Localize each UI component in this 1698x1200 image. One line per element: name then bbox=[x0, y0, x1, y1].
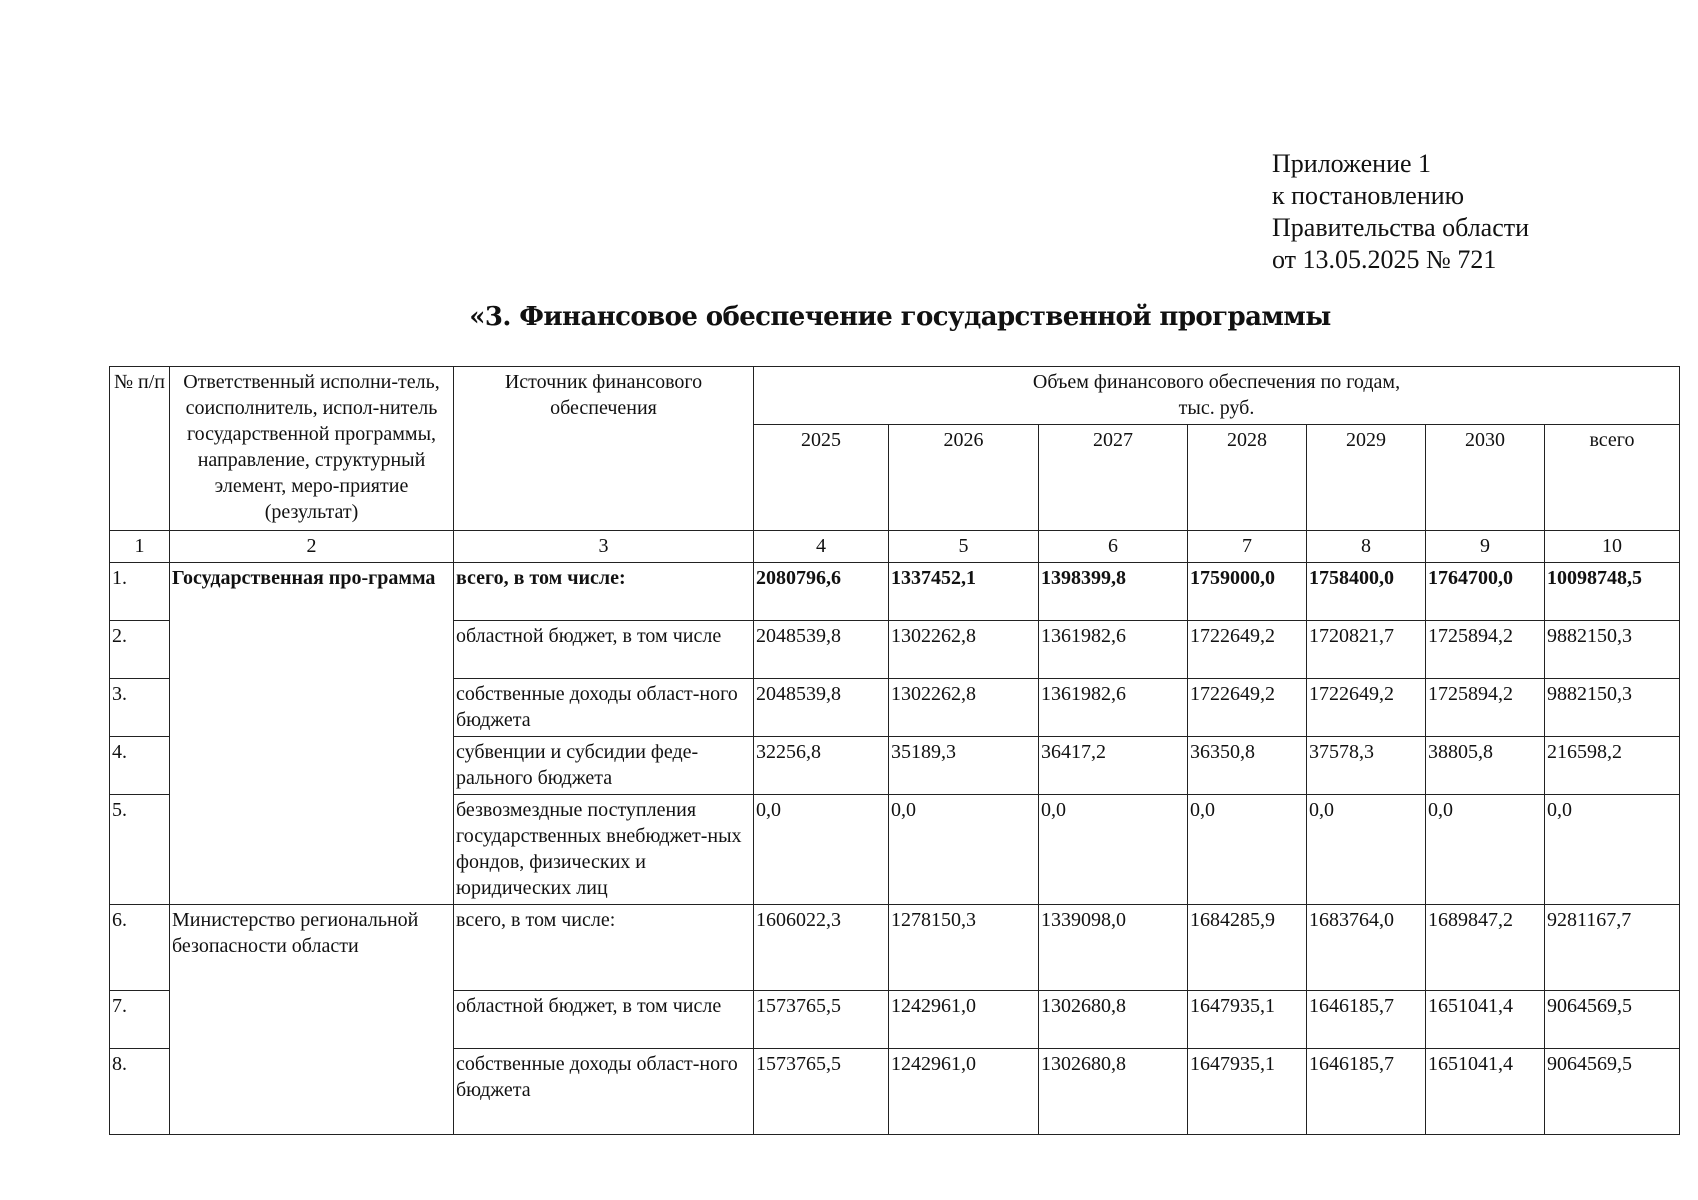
header-year: 2025 bbox=[754, 425, 889, 531]
column-number: 7 bbox=[1188, 531, 1307, 563]
row-number: 5. bbox=[110, 795, 170, 905]
funding-source-cell: областной бюджет, в том числе bbox=[454, 621, 754, 679]
column-number: 4 bbox=[754, 531, 889, 563]
amount-cell: 1339098,0 bbox=[1039, 905, 1188, 991]
amount-cell: 0,0 bbox=[1307, 795, 1426, 905]
amount-cell: 0,0 bbox=[1545, 795, 1680, 905]
amount-cell: 1646185,7 bbox=[1307, 1049, 1426, 1135]
funding-source-cell: областной бюджет, в том числе bbox=[454, 991, 754, 1049]
amount-cell: 38805,8 bbox=[1426, 737, 1545, 795]
amount-cell: 1722649,2 bbox=[1188, 621, 1307, 679]
amount-cell: 0,0 bbox=[1426, 795, 1545, 905]
table-row bbox=[110, 905, 1680, 991]
amount-cell: 32256,8 bbox=[754, 737, 889, 795]
amount-cell: 1302262,8 bbox=[889, 679, 1039, 737]
row-number: 2. bbox=[110, 621, 170, 679]
amount-cell: 2080796,6 bbox=[754, 563, 889, 621]
amount-cell: 1302680,8 bbox=[1039, 1049, 1188, 1135]
row-number: 4. bbox=[110, 737, 170, 795]
funding-source-cell: собственные доходы област-ного бюджета bbox=[454, 679, 754, 737]
amount-cell: 1764700,0 bbox=[1426, 563, 1545, 621]
row-number: 1. bbox=[110, 563, 170, 621]
header-volume-line2: тыс. руб. bbox=[1178, 397, 1255, 419]
header-year: 2027 bbox=[1039, 425, 1188, 531]
amount-cell: 1722649,2 bbox=[1188, 679, 1307, 737]
funding-source-cell: всего, в том числе: bbox=[454, 905, 754, 991]
amount-cell: 9064569,5 bbox=[1545, 1049, 1680, 1135]
header-year: 2028 bbox=[1188, 425, 1307, 531]
amount-cell: 1758400,0 bbox=[1307, 563, 1426, 621]
column-number: 1 bbox=[110, 531, 170, 563]
amount-cell: 1242961,0 bbox=[889, 1049, 1039, 1135]
appendix-line-1: Приложение 1 bbox=[1272, 149, 1432, 178]
amount-cell: 1759000,0 bbox=[1188, 563, 1307, 621]
amount-cell: 1647935,1 bbox=[1188, 991, 1307, 1049]
header-year: 2029 bbox=[1307, 425, 1426, 531]
amount-cell: 35189,3 bbox=[889, 737, 1039, 795]
amount-cell: 1720821,7 bbox=[1307, 621, 1426, 679]
column-number: 5 bbox=[889, 531, 1039, 563]
amount-cell: 1398399,8 bbox=[1039, 563, 1188, 621]
amount-cell: 216598,2 bbox=[1545, 737, 1680, 795]
header-volume bbox=[754, 367, 1680, 425]
amount-cell: 1722649,2 bbox=[1307, 679, 1426, 737]
header-year: 2026 bbox=[889, 425, 1039, 531]
amount-cell: 1684285,9 bbox=[1188, 905, 1307, 991]
amount-cell: 9064569,5 bbox=[1545, 991, 1680, 1049]
appendix-block bbox=[1272, 148, 1529, 276]
row-number: 6. bbox=[110, 905, 170, 991]
appendix-line-2: к постановлению bbox=[1272, 181, 1465, 210]
header-source: Источник финансового обеспечения bbox=[454, 367, 754, 531]
header-executor: Ответственный исполни-тель, соисполнитель, испол-нитель государственной программы, направление, структурный элемент, меро-приятие (результат) bbox=[170, 367, 454, 531]
amount-cell: 1573765,5 bbox=[754, 991, 889, 1049]
page-title: «3. Финансовое обеспечение государственной программы bbox=[469, 302, 1331, 332]
amount-cell: 1337452,1 bbox=[889, 563, 1039, 621]
amount-cell: 1651041,4 bbox=[1426, 1049, 1545, 1135]
column-number: 6 bbox=[1039, 531, 1188, 563]
row-number: 3. bbox=[110, 679, 170, 737]
financing-table bbox=[109, 366, 1680, 1135]
column-number: 8 bbox=[1307, 531, 1426, 563]
amount-cell: 0,0 bbox=[1188, 795, 1307, 905]
executor-cell: Государственная про-грамма bbox=[170, 563, 454, 905]
executor-cell: Министерство региональной безопасности области bbox=[170, 905, 454, 1135]
row-number: 8. bbox=[110, 1049, 170, 1135]
amount-cell: 1302680,8 bbox=[1039, 991, 1188, 1049]
amount-cell: 1647935,1 bbox=[1188, 1049, 1307, 1135]
column-number: 9 bbox=[1426, 531, 1545, 563]
amount-cell: 2048539,8 bbox=[754, 679, 889, 737]
column-number: 10 bbox=[1545, 531, 1680, 563]
amount-cell: 9882150,3 bbox=[1545, 621, 1680, 679]
amount-cell: 1278150,3 bbox=[889, 905, 1039, 991]
amount-cell: 1689847,2 bbox=[1426, 905, 1545, 991]
table-row bbox=[110, 563, 1680, 621]
appendix-line-3: Правительства области bbox=[1272, 213, 1530, 242]
amount-cell: 2048539,8 bbox=[754, 621, 889, 679]
amount-cell: 36350,8 bbox=[1188, 737, 1307, 795]
amount-cell: 1683764,0 bbox=[1307, 905, 1426, 991]
amount-cell: 9281167,7 bbox=[1545, 905, 1680, 991]
funding-source-cell: безвозмездные поступления государственных внебюджет-ных фондов, физических и юридических лиц bbox=[454, 795, 754, 905]
amount-cell: 1302262,8 bbox=[889, 621, 1039, 679]
amount-cell: 1361982,6 bbox=[1039, 679, 1188, 737]
appendix-line-4: от 13.05.2025 № 721 bbox=[1272, 245, 1497, 274]
header-year: всего bbox=[1545, 425, 1680, 531]
amount-cell: 1651041,4 bbox=[1426, 991, 1545, 1049]
amount-cell: 0,0 bbox=[889, 795, 1039, 905]
amount-cell: 36417,2 bbox=[1039, 737, 1188, 795]
amount-cell: 1725894,2 bbox=[1426, 621, 1545, 679]
column-number: 2 bbox=[170, 531, 454, 563]
amount-cell: 1725894,2 bbox=[1426, 679, 1545, 737]
amount-cell: 1573765,5 bbox=[754, 1049, 889, 1135]
funding-source-cell: собственные доходы област-ного бюджета bbox=[454, 1049, 754, 1135]
amount-cell: 1606022,3 bbox=[754, 905, 889, 991]
amount-cell: 1242961,0 bbox=[889, 991, 1039, 1049]
amount-cell: 10098748,5 bbox=[1545, 563, 1680, 621]
amount-cell: 1646185,7 bbox=[1307, 991, 1426, 1049]
row-number: 7. bbox=[110, 991, 170, 1049]
header-year: 2030 bbox=[1426, 425, 1545, 531]
amount-cell: 37578,3 bbox=[1307, 737, 1426, 795]
header-num: № п/п bbox=[110, 367, 170, 531]
header-volume-line1: Объем финансового обеспечения по годам, bbox=[1032, 371, 1401, 393]
amount-cell: 0,0 bbox=[1039, 795, 1188, 905]
column-number: 3 bbox=[454, 531, 754, 563]
funding-source-cell: всего, в том числе: bbox=[454, 563, 754, 621]
amount-cell: 0,0 bbox=[754, 795, 889, 905]
amount-cell: 9882150,3 bbox=[1545, 679, 1680, 737]
funding-source-cell: субвенции и субсидии феде-рального бюджета bbox=[454, 737, 754, 795]
amount-cell: 1361982,6 bbox=[1039, 621, 1188, 679]
